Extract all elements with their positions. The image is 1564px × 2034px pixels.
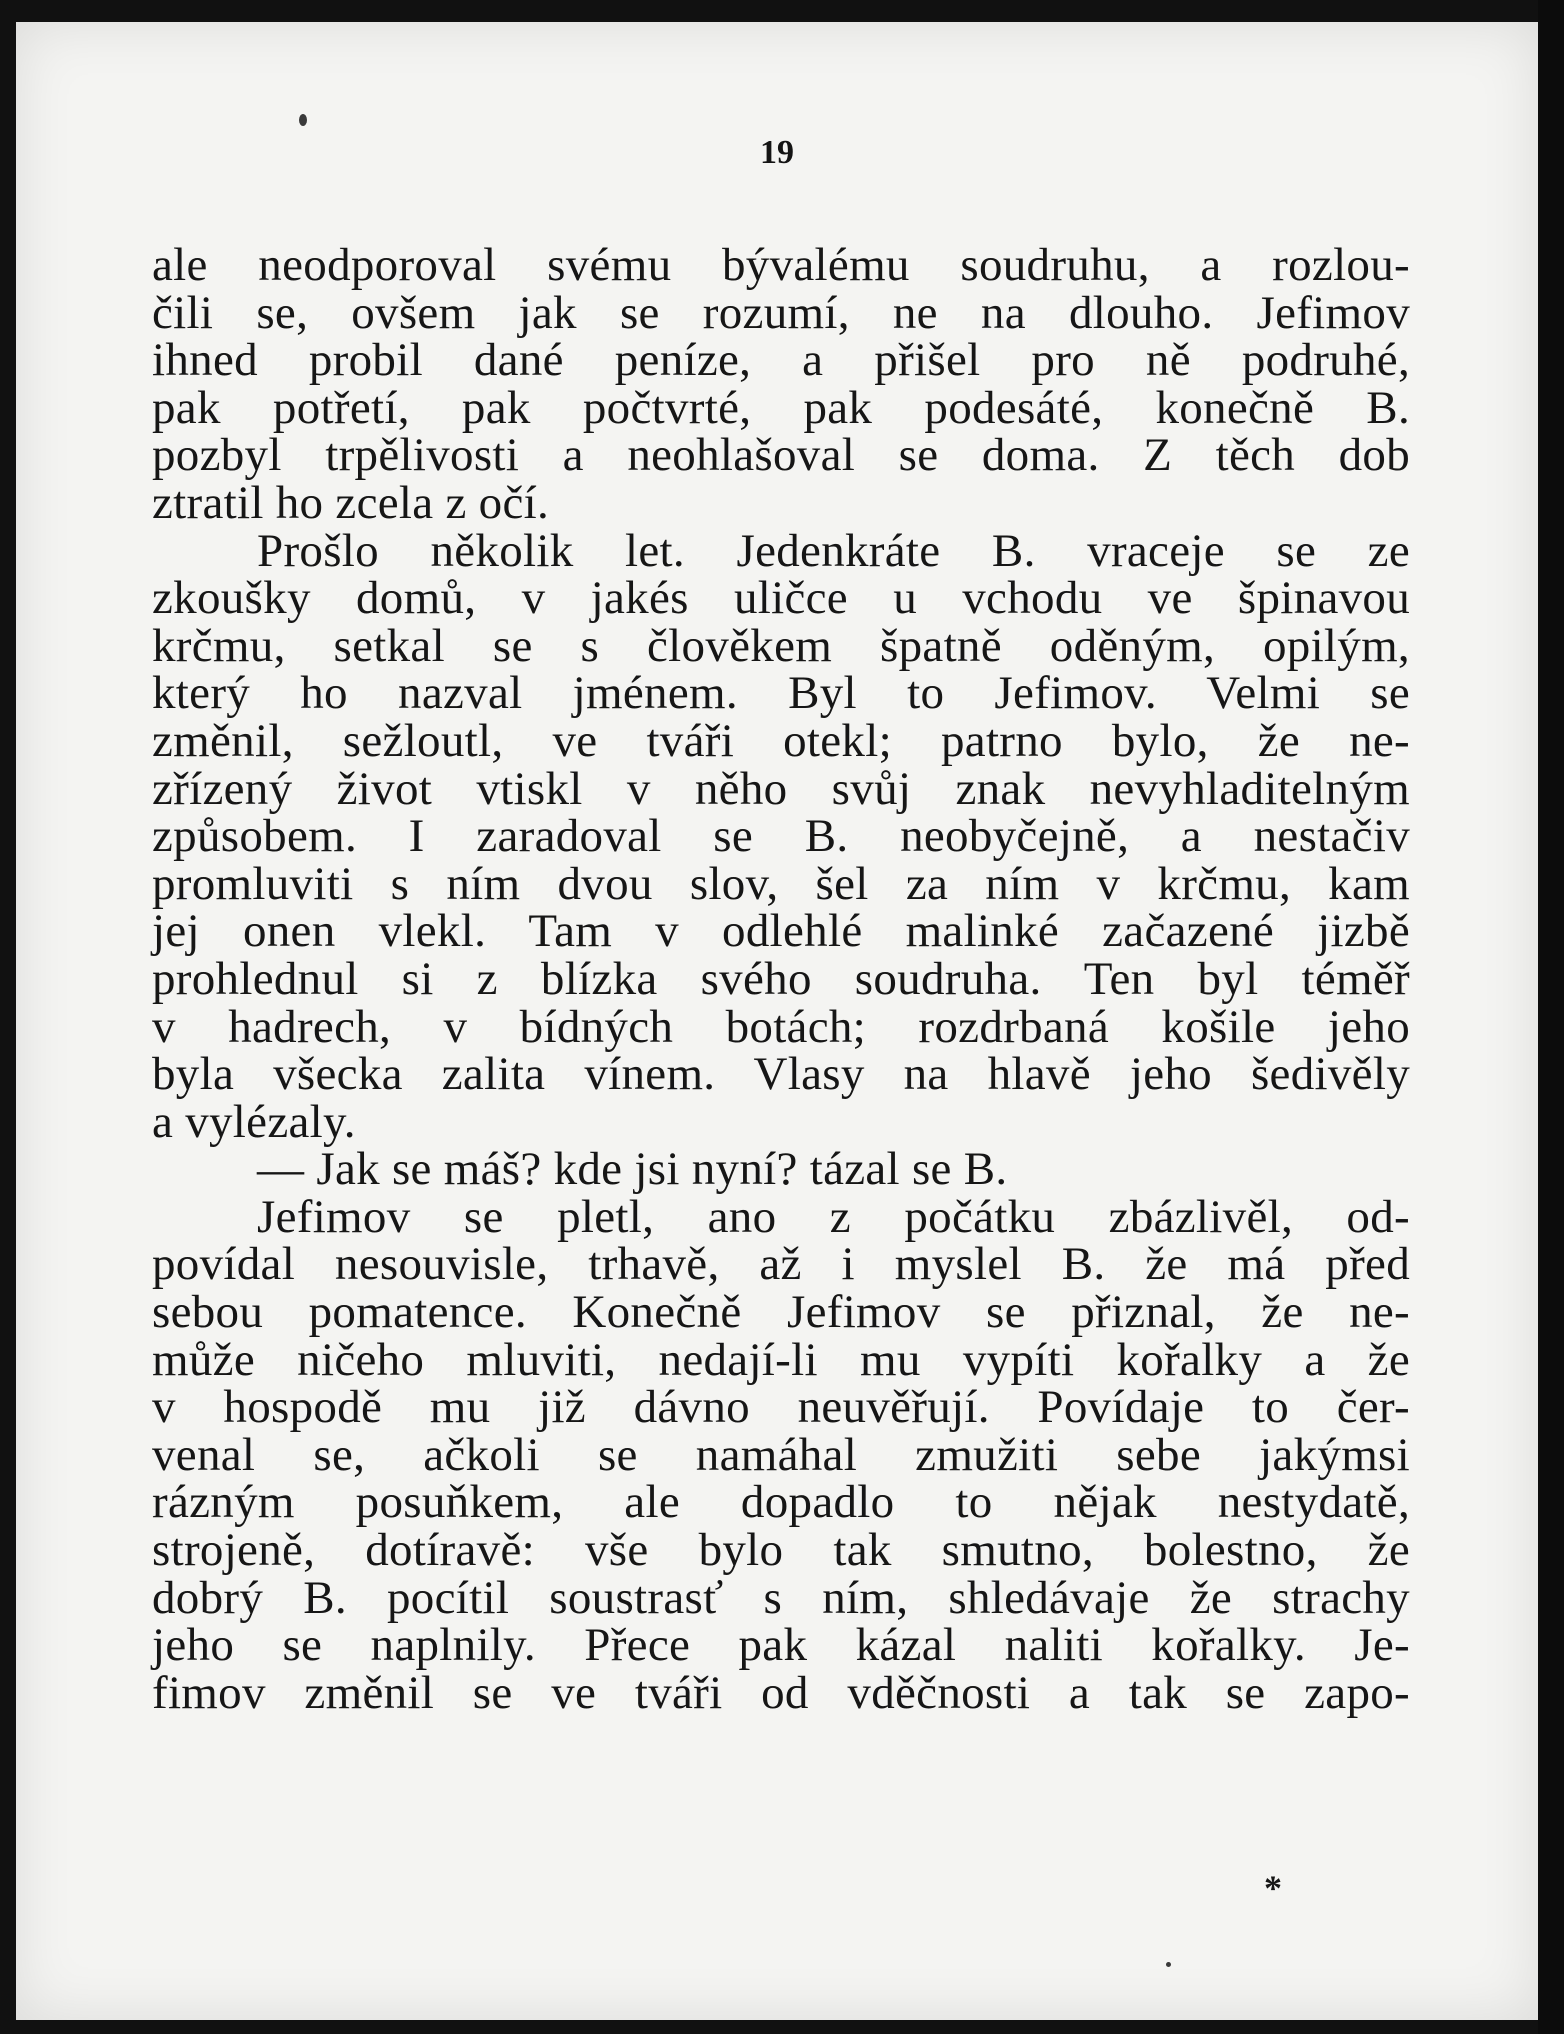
ink-speck xyxy=(1166,1962,1171,1967)
text-line: který ho nazval jménem. Byl to Jefimov. Velmi se xyxy=(152,667,1410,720)
text-line: povídal nesouvisle, trhavě, až i myslel B. že má před xyxy=(152,1238,1410,1291)
text-line: Jefimov se pletl, ano z počátku zbázlivěl, od- xyxy=(257,1190,1410,1243)
text-line: může ničeho mluviti, nedají-li mu vypíti kořalky a že xyxy=(152,1333,1410,1386)
text-line: byla všecka zalita vínem. Vlasy na hlavě jeho šedivěly xyxy=(152,1048,1410,1101)
text-line: zřízený život vtiskl v něho svůj znak nevyhladitelným xyxy=(152,762,1410,815)
text-line: v hospodě mu již dávno neuvěřují. Povídaje to čer- xyxy=(152,1381,1410,1434)
text-line: čili se, ovšem jak se rozumí, ne na dlouho. Jefimov xyxy=(152,286,1410,339)
body-text xyxy=(152,239,1410,1719)
text-line: venal se, ačkoli se namáhal zmužiti sebe jakýmsi xyxy=(152,1428,1410,1481)
text-line: pozbyl trpělivosti a neohlašoval se doma. Z těch dob xyxy=(152,429,1410,482)
text-line: sebou pomatence. Konečně Jefimov se přiznal, že ne- xyxy=(152,1286,1410,1339)
text-line: pak potřetí, pak počtvrté, pak podesáté, konečně B. xyxy=(152,381,1410,434)
text-line: strojeně, dotíravě: vše bylo tak smutno, bolestno, že xyxy=(152,1524,1410,1577)
book-page xyxy=(16,22,1538,2020)
text-line: promluviti s ním dvou slov, šel za ním v krčmu, kam xyxy=(152,857,1410,910)
text-line: ztratil ho zcela z očí. xyxy=(152,476,550,529)
text-line: ihned probil dané peníze, a přišel pro ně podruhé, xyxy=(152,334,1410,387)
text-line: rázným posuňkem, ale dopadlo to nějak nestydatě, xyxy=(152,1476,1410,1529)
signature-mark: * xyxy=(1264,1868,1282,1908)
text-line: v hadrech, v bídných botách; rozdrbaná košile jeho xyxy=(152,1000,1410,1053)
text-line: — Jak se máš? kde jsi nyní? tázal se B. xyxy=(257,1143,1008,1196)
text-line: a vylézaly. xyxy=(152,1095,356,1148)
page-number: 19 xyxy=(760,134,794,171)
text-line: ale neodporoval svému bývalému soudruhu, a rozlou- xyxy=(152,239,1410,291)
text-line: prohlednul si z blízka svého soudruha. Ten byl téměř xyxy=(152,952,1410,1005)
text-line: krčmu, setkal se s člověkem špatně oděným, opilým, xyxy=(152,619,1410,672)
scan-edge xyxy=(1538,0,1564,2034)
text-line: jej onen vlekl. Tam v odlehlé malinké začazené jizbě xyxy=(152,905,1410,958)
text-line: dobrý B. pocítil soustrasť s ním, shledávaje že strachy xyxy=(152,1571,1410,1624)
text-line: Prošlo několik let. Jedenkráte B. vraceje se ze xyxy=(257,524,1410,577)
text-line: zkoušky domů, v jakés uličce u vchodu ve špinavou xyxy=(152,572,1410,625)
text-line: změnil, sežloutl, ve tváři otekl; patrno bylo, že ne- xyxy=(152,714,1410,767)
ink-speck xyxy=(299,114,307,126)
text-line: způsobem. I zaradoval se B. neobyčejně, a nestačiv xyxy=(152,810,1410,863)
text-line: fimov změnil se ve tváři od vděčnosti a tak se zapo- xyxy=(152,1666,1410,1719)
text-line: jeho se naplnily. Přece pak kázal naliti kořalky. Je- xyxy=(152,1619,1410,1672)
